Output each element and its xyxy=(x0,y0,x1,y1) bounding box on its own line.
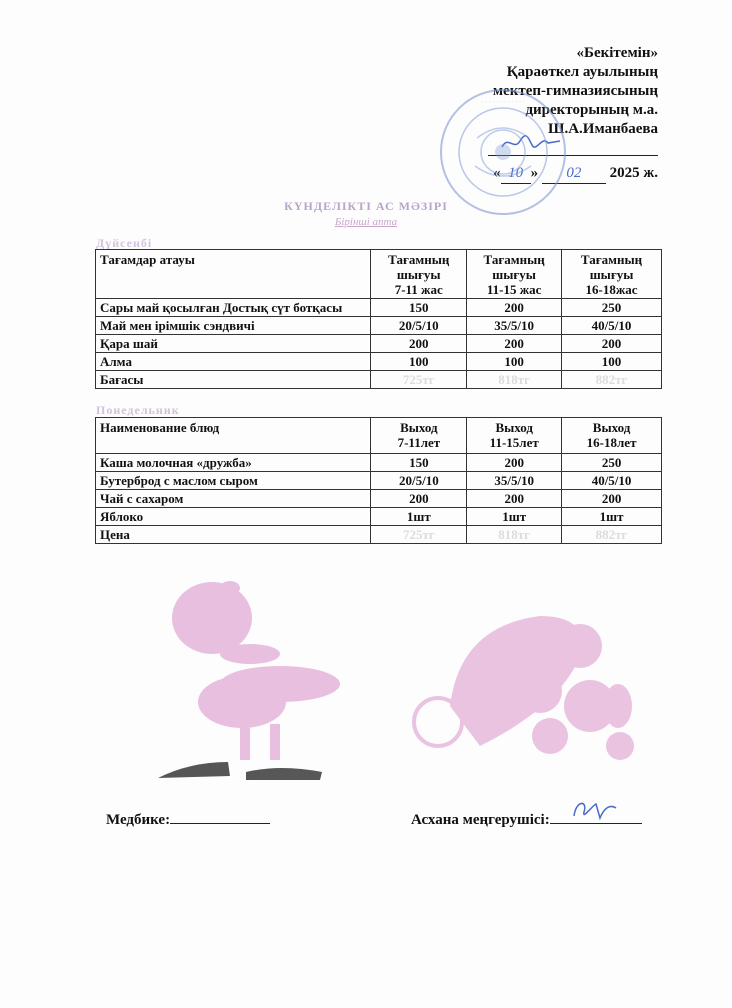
dish-name: Каша молочная «дружба» xyxy=(96,454,371,472)
dish-name: Яблоко xyxy=(96,508,371,526)
approval-date: « 10 » 02 2025 ж. xyxy=(398,164,658,184)
nurse-signature-line xyxy=(170,808,270,824)
svg-text:· · · · · · · · · · · ·: · · · · · · · · · · · · xyxy=(481,99,525,106)
price-row xyxy=(96,371,662,389)
table-header-row xyxy=(96,250,662,299)
header-cell: Выход 16-18лет xyxy=(562,418,662,454)
portion-cell: 250 xyxy=(562,454,662,472)
nurse-label: Медбике: xyxy=(106,812,171,828)
portion-cell: 1шт xyxy=(467,508,562,526)
dish-name: Қара шай xyxy=(96,335,371,353)
day-label-ru: Понедельник xyxy=(96,403,180,417)
portion-cell: 40/5/10 xyxy=(562,472,662,490)
portion-cell: 200 xyxy=(371,335,467,353)
week-label: Бірінші апта xyxy=(334,216,398,228)
kitchen-head-signature-line xyxy=(550,808,642,824)
portion-cell: 200 xyxy=(467,454,562,472)
header-cell: Тағамдар атауы xyxy=(96,250,371,299)
portion-cell: 20/5/10 xyxy=(371,317,467,335)
portion-cell: 40/5/10 xyxy=(562,317,662,335)
portion-cell: 100 xyxy=(371,353,467,371)
date-day: 10 xyxy=(501,164,531,184)
portion-cell: 250 xyxy=(562,299,662,317)
portion-cell: 200 xyxy=(467,490,562,508)
price-cell: 725тг xyxy=(371,526,467,544)
kitchen-head-label: Асхана меңгерушісі: xyxy=(411,812,550,828)
portion-cell: 200 xyxy=(467,299,562,317)
approval-line: Қараөткел ауылының xyxy=(506,64,658,80)
date-month: 02 xyxy=(542,164,606,184)
table-row xyxy=(96,299,662,317)
approval-line: «Бекітемін» xyxy=(576,45,658,61)
portion-cell: 100 xyxy=(562,353,662,371)
portion-cell: 200 xyxy=(562,335,662,353)
price-cell: 818тг xyxy=(467,526,562,544)
dish-name: Май мен ірімшік сэндвичі xyxy=(96,317,371,335)
approval-line: мектеп-гимназиясының xyxy=(492,83,658,99)
table-row xyxy=(96,472,662,490)
portion-cell: 1шт xyxy=(371,508,467,526)
price-cell: 725тг xyxy=(371,371,467,389)
approval-line: директорының м.а. xyxy=(525,102,658,118)
menu-title: КҮНДЕЛІКТІ АС МӘЗІРІ xyxy=(284,199,448,213)
dish-name: Чай с сахаром xyxy=(96,490,371,508)
table-row xyxy=(96,353,662,371)
portion-cell: 150 xyxy=(371,454,467,472)
day-label-kz: Дүйсенбі xyxy=(96,236,153,250)
portion-cell: 20/5/10 xyxy=(371,472,467,490)
header-cell: Наименование блюд xyxy=(96,418,371,454)
portion-cell: 35/5/10 xyxy=(467,317,562,335)
portion-cell: 35/5/10 xyxy=(467,472,562,490)
menu-table-kz xyxy=(95,249,662,389)
header-cell: Выход 11-15лет xyxy=(467,418,562,454)
price-cell: 818тг xyxy=(467,371,562,389)
kitchen-head-signature xyxy=(411,808,642,829)
director-name: Ш.А.Иманбаева xyxy=(548,121,658,137)
header-cell: Тағамның шығуы 11-15 жас xyxy=(467,250,562,299)
header-cell: Выход 7-11лет xyxy=(371,418,467,454)
portion-cell: 200 xyxy=(371,490,467,508)
portion-cell: 150 xyxy=(371,299,467,317)
table-row xyxy=(96,454,662,472)
table-row xyxy=(96,508,662,526)
menu-table-ru xyxy=(95,417,662,544)
price-label: Бағасы xyxy=(96,371,371,389)
table-row xyxy=(96,490,662,508)
portion-cell: 200 xyxy=(562,490,662,508)
dish-name: Алма xyxy=(96,353,371,371)
table-row xyxy=(96,317,662,335)
price-label: Цена xyxy=(96,526,371,544)
nurse-signature xyxy=(106,808,270,829)
fruit-cornucopia-illustration-icon xyxy=(390,596,650,772)
date-year: 2025 ж. xyxy=(609,165,658,181)
portion-cell: 200 xyxy=(467,335,562,353)
dish-name: Бутерброд с маслом сыром xyxy=(96,472,371,490)
table-row xyxy=(96,335,662,353)
portion-cell: 1шт xyxy=(562,508,662,526)
dish-name: Сары май қосылған Достық сүт ботқасы xyxy=(96,299,371,317)
header-cell: Тағамның шығуы 7-11 жас xyxy=(371,250,467,299)
price-row xyxy=(96,526,662,544)
chef-illustration-icon xyxy=(150,572,350,784)
portion-cell: 100 xyxy=(467,353,562,371)
table-header-row xyxy=(96,418,662,454)
price-cell: 882тг xyxy=(562,526,662,544)
price-cell: 882тг xyxy=(562,371,662,389)
header-cell: Тағамның шығуы 16-18жас xyxy=(562,250,662,299)
